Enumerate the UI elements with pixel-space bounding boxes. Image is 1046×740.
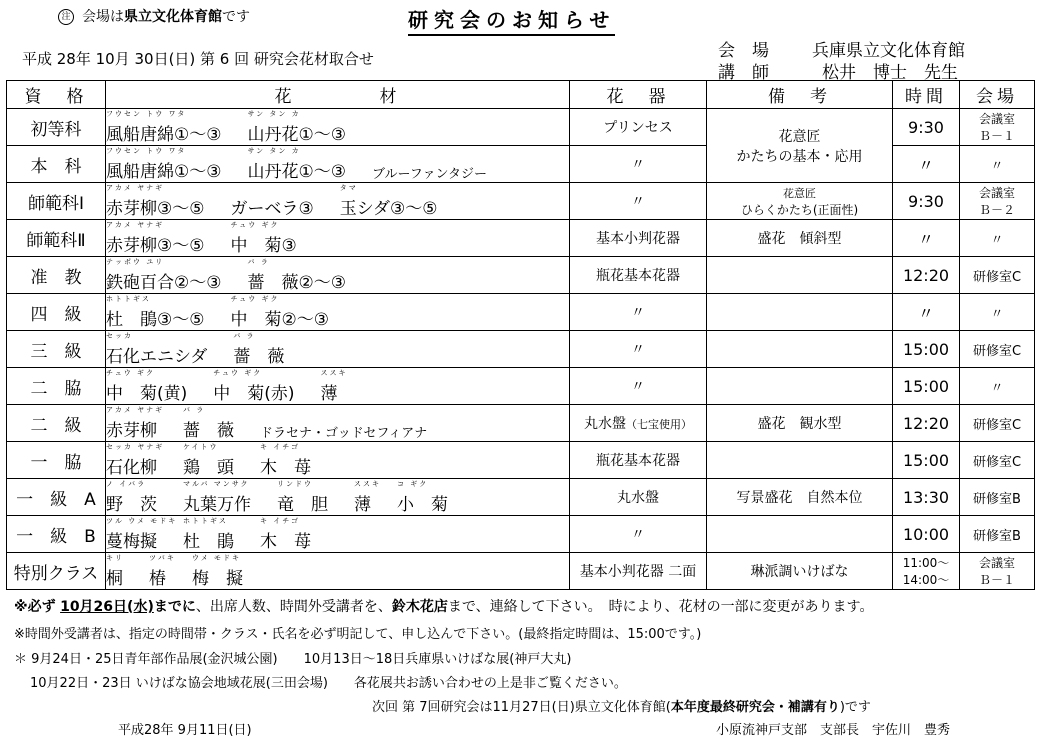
room-line: 〃 <box>990 158 1004 174</box>
material-item <box>106 257 221 293</box>
room-line: Ｂ－２ <box>978 203 1015 217</box>
material-name: 中 菊(赤) <box>213 384 295 404</box>
vase-name: 〃 <box>631 379 645 395</box>
materials-list <box>106 294 569 330</box>
vase-name: 〃 <box>631 305 645 321</box>
time-text: 12:20 <box>902 413 950 433</box>
materials-cell <box>106 294 570 331</box>
material-item <box>233 331 284 367</box>
material-name: ガーベラ③ <box>230 199 314 219</box>
notes-cell <box>707 294 893 331</box>
material-name: 杜 鵑③～⑤ <box>106 310 205 330</box>
table-row <box>7 368 1035 405</box>
material-item <box>106 183 204 219</box>
material-item <box>106 220 204 256</box>
material-name: 薔 薇 <box>183 421 234 441</box>
material-item <box>106 368 187 404</box>
room-cell <box>960 146 1035 183</box>
shop-name: 鈴木花店 <box>391 599 448 615</box>
materials-cell <box>106 405 570 442</box>
material-name: 赤芽柳 <box>106 421 157 441</box>
room-line: 〃 <box>990 380 1004 396</box>
materials-cell <box>106 220 570 257</box>
vase-name: 〃 <box>631 527 645 543</box>
room-cell <box>960 553 1035 590</box>
materials-list <box>106 368 569 404</box>
note-text: ひらくかたち(正面性) <box>740 202 859 217</box>
time-text: 9:30 <box>908 117 944 137</box>
note-text: 盛花 傾斜型 <box>757 231 842 247</box>
table-row <box>7 257 1035 294</box>
material-name: 竜 胆 <box>277 495 328 515</box>
room-cell <box>960 479 1035 516</box>
material-reading: バ ラ <box>247 258 270 266</box>
material-item <box>372 152 487 182</box>
material-name: 鉄砲百合②～③ <box>106 273 222 293</box>
material-name: 丸葉万作 <box>183 495 251 515</box>
time-line: 11:00～ <box>902 556 950 570</box>
material-reading: ホトトギス <box>106 295 151 303</box>
note-text: 写景盛花 自然本位 <box>736 490 863 506</box>
table-row <box>7 294 1035 331</box>
material-item <box>320 368 348 404</box>
material-item <box>106 331 207 367</box>
notes-cell <box>707 257 893 294</box>
material-name: 薄 <box>320 384 338 404</box>
materials-list <box>106 220 569 256</box>
material-name: 薔 薇②～③ <box>247 273 346 293</box>
material-item <box>247 257 345 293</box>
material-reading: キ イチゴ <box>260 443 300 451</box>
material-item <box>106 146 221 182</box>
room-line: 研修室B <box>973 528 1021 544</box>
time-text: 15:00 <box>902 450 950 470</box>
material-item <box>106 516 178 552</box>
vase-cell <box>570 220 707 257</box>
note-top: 花意匠 <box>783 186 816 200</box>
notes-cell <box>707 442 893 479</box>
time-cell <box>893 479 960 516</box>
material-reading: サン タン カ <box>247 147 301 155</box>
material-name: 薄 <box>354 495 371 515</box>
material-item <box>340 183 438 219</box>
material-item <box>106 479 157 515</box>
material-reading: アカメ ヤナギ <box>106 406 165 414</box>
vase-name: プリンセス <box>603 120 673 136</box>
deadline-date: 10月26日(水) <box>60 599 154 615</box>
vase-cell <box>570 405 707 442</box>
room-cell <box>960 220 1035 257</box>
material-reading: チュウ ギク <box>230 295 280 303</box>
material-reading: ホトトギス <box>183 517 228 525</box>
room-line: 会議室 <box>978 112 1015 126</box>
materials-list <box>106 331 569 367</box>
notes-cell <box>707 479 893 516</box>
time-line: 14:00～ <box>902 573 950 587</box>
material-name: 小 菊 <box>397 495 448 515</box>
time-text: 15:00 <box>902 376 950 396</box>
qualification-cell: 一 級 B <box>7 516 106 553</box>
schedule-table <box>6 80 1035 590</box>
time-text: 〃 <box>917 229 934 249</box>
note-mark: 注 <box>58 9 74 25</box>
material-reading: ケイトウ <box>183 443 219 451</box>
material-reading: ツバキ <box>149 554 176 562</box>
table-row <box>7 442 1035 479</box>
qualification-cell: 特別クラス <box>7 553 106 590</box>
time-cell <box>893 146 960 183</box>
header-time: 時間 <box>893 81 960 109</box>
material-item <box>106 109 221 145</box>
notes-cell <box>707 331 893 368</box>
material-name: 中 菊(黄) <box>106 384 188 404</box>
materials-list <box>106 146 569 182</box>
material-reading: フウセン トウ ワタ <box>106 147 187 155</box>
vase-cell <box>570 257 707 294</box>
material-reading: サン タン カ <box>247 110 301 118</box>
material-reading: バ ラ <box>233 332 256 340</box>
table-row <box>7 516 1035 553</box>
material-item <box>247 109 345 145</box>
time-text: 9:30 <box>908 191 944 211</box>
venue-note-bold: 県立文化体育館 <box>124 9 222 25</box>
qualification-cell: 一 脇 <box>7 442 106 479</box>
footer-org: 小原流神戸支部 支部長 宇佐川 豊秀 <box>716 723 951 738</box>
material-item <box>106 405 165 441</box>
material-item <box>354 479 381 515</box>
material-reading: ノ イバラ <box>106 480 147 488</box>
material-name: 中 菊③ <box>230 236 297 256</box>
material-reading: マルバ マンサク <box>183 480 250 488</box>
material-item <box>149 553 176 589</box>
material-reading: コ ギク <box>397 480 429 488</box>
table-row <box>7 553 1035 590</box>
material-reading: ウメ モドキ <box>192 554 242 562</box>
material-reading: チュウ ギク <box>213 369 263 377</box>
qualification-cell: 師範科Ⅰ <box>7 183 106 220</box>
room-line: 研修室C <box>972 454 1022 470</box>
vase-name: 基本小判花器 <box>596 231 680 247</box>
material-item <box>260 411 427 441</box>
footer-line-1: ※必ず 10月26日(水)までに、出席人数、時間外受講者を、鈴木花店まで、連絡して下さい。 時により、花材の一部に変更があります。 <box>14 599 874 615</box>
material-name: 薔 薇 <box>233 347 285 367</box>
notes-cell <box>707 183 893 220</box>
materials-cell <box>106 257 570 294</box>
venue-label: 会 場 <box>718 41 769 61</box>
time-cell <box>893 405 960 442</box>
vase-cell <box>570 109 707 146</box>
material-item <box>183 516 234 552</box>
room-line: 〃 <box>990 306 1004 322</box>
table-row <box>7 331 1035 368</box>
material-reading: チュウ ギク <box>230 221 280 229</box>
room-cell <box>960 257 1035 294</box>
material-name: 玉シダ③～⑤ <box>339 199 438 219</box>
qualification-cell: 二 脇 <box>7 368 106 405</box>
table-row <box>7 405 1035 442</box>
time-cell <box>893 331 960 368</box>
material-reading: セッカ ヤナギ <box>106 443 165 451</box>
material-name: 中 菊②～③ <box>230 310 329 330</box>
vase-name: 〃 <box>631 342 645 358</box>
material-item <box>230 220 296 256</box>
vase-cell <box>570 553 707 590</box>
note-text: 盛花 観水型 <box>757 416 842 432</box>
material-reading: リンドウ <box>277 480 313 488</box>
vase-name: 〃 <box>631 194 645 210</box>
material-name: 木 苺 <box>260 458 311 478</box>
time-cell <box>893 257 960 294</box>
vase-cell <box>570 331 707 368</box>
material-reading: タマ <box>339 184 358 192</box>
venue-note: 注 会場は県立文化体育館です <box>58 6 250 26</box>
vase-cell <box>570 183 707 220</box>
material-reading: ススキ <box>320 369 348 377</box>
qualification-cell: 准 教 <box>7 257 106 294</box>
header-vase: 花 器 <box>570 81 707 109</box>
room-cell <box>960 442 1035 479</box>
material-reading: バ ラ <box>183 406 206 414</box>
material-name: ドラセナ・ゴッドセフィアナ <box>260 426 428 441</box>
materials-list <box>106 553 569 589</box>
lecturer-label: 講 師 <box>718 63 769 83</box>
material-name: 木 苺 <box>260 532 311 552</box>
room-line: 研修室C <box>972 343 1022 359</box>
time-cell <box>893 368 960 405</box>
qualification-cell: 一 級 A <box>7 479 106 516</box>
time-cell <box>893 183 960 220</box>
materials-cell <box>106 183 570 220</box>
footer-line-3: ＊ 9月24日・25日青年部作品展(金沢城公園) 10月13日～18日兵庫県いけばな展(神戸大丸) <box>14 652 572 667</box>
header-notes: 備 考 <box>707 81 893 109</box>
time-cell <box>893 516 960 553</box>
notes-cell <box>707 368 893 405</box>
materials-cell <box>106 553 570 590</box>
material-name: 野 茨 <box>106 495 157 515</box>
material-reading: ツル ウメ モドキ <box>106 517 178 525</box>
material-item <box>213 368 294 404</box>
material-reading: キ イチゴ <box>260 517 300 525</box>
room-line: 研修室C <box>972 417 1022 433</box>
time-cell <box>893 220 960 257</box>
lecturer-value: 松井 博士 先生 <box>822 63 958 83</box>
material-name: 山丹花①～③ <box>247 125 346 145</box>
notes-cell <box>707 220 893 257</box>
vase-name: 瓶花基本花器 <box>596 268 680 284</box>
vase-name: 基本小判花器 二面 <box>579 564 697 580</box>
room-line: Ｂ－１ <box>978 129 1015 143</box>
time-text: 10:00 <box>902 524 950 544</box>
room-cell <box>960 294 1035 331</box>
time-text: 13:30 <box>902 487 950 507</box>
room-cell <box>960 331 1035 368</box>
materials-list <box>106 183 569 219</box>
vase-note: （七宝使用） <box>626 418 692 431</box>
vase-name: 〃 <box>631 157 645 173</box>
notes-cell <box>707 553 893 590</box>
vase-name: 丸水盤 <box>617 490 659 506</box>
material-reading: キリ <box>106 554 124 562</box>
header-qualification: 資 格 <box>7 81 106 109</box>
qualification-cell: 初等科 <box>7 109 106 146</box>
material-reading: テッポウ ユリ <box>106 258 165 266</box>
materials-cell <box>106 479 570 516</box>
material-name: 赤芽柳③～⑤ <box>106 236 205 256</box>
time-cell <box>893 442 960 479</box>
vase-cell <box>570 516 707 553</box>
vase-cell <box>570 442 707 479</box>
materials-list <box>106 257 569 293</box>
material-name: ブルーファンタジー <box>371 167 488 182</box>
footer-date: 平成28年 9月11日(日) <box>118 723 252 738</box>
venue-value: 兵庫県立文化体育館 <box>812 41 965 61</box>
material-item <box>106 442 165 478</box>
table-row <box>7 109 1035 146</box>
footer-line-4: 10月22日・23日 いけばな協会地域花展(三田会場) 各花展共お誘い合わせの上是非ご覧ください。 <box>30 676 627 691</box>
material-name: 杜 鵑 <box>183 532 234 552</box>
material-reading: チュウ ギク <box>106 369 156 377</box>
room-line: 〃 <box>990 232 1004 248</box>
material-name: 梅 擬 <box>192 569 243 589</box>
qualification-cell: 師範科Ⅱ <box>7 220 106 257</box>
material-reading: フウセン トウ ワタ <box>106 110 187 118</box>
room-line: 会議室 <box>978 556 1015 570</box>
table-row <box>7 479 1035 516</box>
material-item <box>183 442 234 478</box>
materials-list <box>106 516 569 552</box>
materials-cell <box>106 368 570 405</box>
materials-cell <box>106 146 570 183</box>
date-line: 平成 28年 10月 30日(日) 第 6 回 研究会花材取合せ <box>22 50 374 68</box>
time-cell <box>893 109 960 146</box>
material-name: 石化柳 <box>106 458 157 478</box>
material-item <box>106 294 204 330</box>
material-item <box>230 294 328 330</box>
vase-name: 丸水盤 <box>584 416 626 432</box>
materials-list <box>106 109 569 145</box>
material-name: 鶏 頭 <box>183 458 234 478</box>
material-item <box>192 553 243 589</box>
room-line: 会議室 <box>978 186 1015 200</box>
room-line: Ｂ－１ <box>978 573 1015 587</box>
footer-line-5: 次回 第 7回研究会は11月27日(日)県立文化体育館(本年度最終研究会・補講有り)です <box>372 700 871 715</box>
room-cell <box>960 405 1035 442</box>
qualification-cell: 本 科 <box>7 146 106 183</box>
materials-list <box>106 442 569 478</box>
qualification-cell: 二 級 <box>7 405 106 442</box>
time-cell <box>893 553 960 590</box>
table-row <box>7 220 1035 257</box>
notes-cell-merged <box>707 109 893 183</box>
material-reading: セッカ <box>106 332 133 340</box>
time-text: 15:00 <box>902 339 950 359</box>
table-row <box>7 183 1035 220</box>
materials-list <box>106 479 569 515</box>
time-text: 〃 <box>917 303 934 323</box>
qualification-cell: 四 級 <box>7 294 106 331</box>
room-cell <box>960 368 1035 405</box>
note-text: 琳派調いけばな <box>750 564 849 580</box>
time-text: 〃 <box>917 155 934 175</box>
material-item <box>230 183 313 219</box>
note-line: かたちの基本・応用 <box>736 148 863 165</box>
vase-cell <box>570 146 707 183</box>
room-cell <box>960 516 1035 553</box>
header-materials: 花 材 <box>106 81 570 109</box>
notes-cell <box>707 516 893 553</box>
materials-cell <box>106 109 570 146</box>
material-item <box>397 479 448 515</box>
material-item <box>183 479 251 515</box>
vase-cell <box>570 368 707 405</box>
material-name: 山丹花①～③ <box>247 162 346 182</box>
material-name: 赤芽柳③～⑤ <box>106 199 205 219</box>
material-reading: アカメ ヤナギ <box>106 221 165 229</box>
header-room: 会場 <box>960 81 1035 109</box>
footer-line-2: ※時間外受講者は、指定の時間帯・クラス・氏名を必ず明記して、申し込んで下さい。(最終指定時間は、15:00です。) <box>14 627 702 642</box>
material-item <box>106 553 123 589</box>
materials-cell <box>106 516 570 553</box>
vase-cell <box>570 479 707 516</box>
note-line: 花意匠 <box>778 128 821 145</box>
page-title: 研究会のお知らせ <box>408 4 615 36</box>
qualification-cell: 三 級 <box>7 331 106 368</box>
material-item <box>247 146 345 182</box>
materials-cell <box>106 442 570 479</box>
material-item <box>260 516 311 552</box>
materials-list <box>106 405 569 441</box>
room-cell <box>960 183 1035 220</box>
material-name: 石化エニシダ <box>106 347 208 367</box>
material-item <box>260 442 311 478</box>
time-text: 12:20 <box>902 265 950 285</box>
material-reading: ススキ <box>354 480 381 488</box>
material-name: 椿 <box>149 569 166 589</box>
material-name: 風船唐綿①～③ <box>106 162 222 182</box>
time-cell <box>893 294 960 331</box>
material-name: 風船唐綿①～③ <box>106 125 222 145</box>
material-name: 蔓梅擬 <box>106 532 157 552</box>
vase-cell <box>570 294 707 331</box>
material-name: 桐 <box>106 569 123 589</box>
room-cell <box>960 109 1035 146</box>
material-item <box>277 479 328 515</box>
table-header-row <box>7 81 1035 109</box>
room-line: 研修室B <box>973 491 1021 507</box>
room-line: 研修室C <box>972 269 1022 285</box>
materials-cell <box>106 331 570 368</box>
vase-name: 瓶花基本花器 <box>596 453 680 469</box>
notes-cell <box>707 405 893 442</box>
material-reading: アカメ ヤナギ <box>106 184 165 192</box>
material-item <box>183 405 234 441</box>
